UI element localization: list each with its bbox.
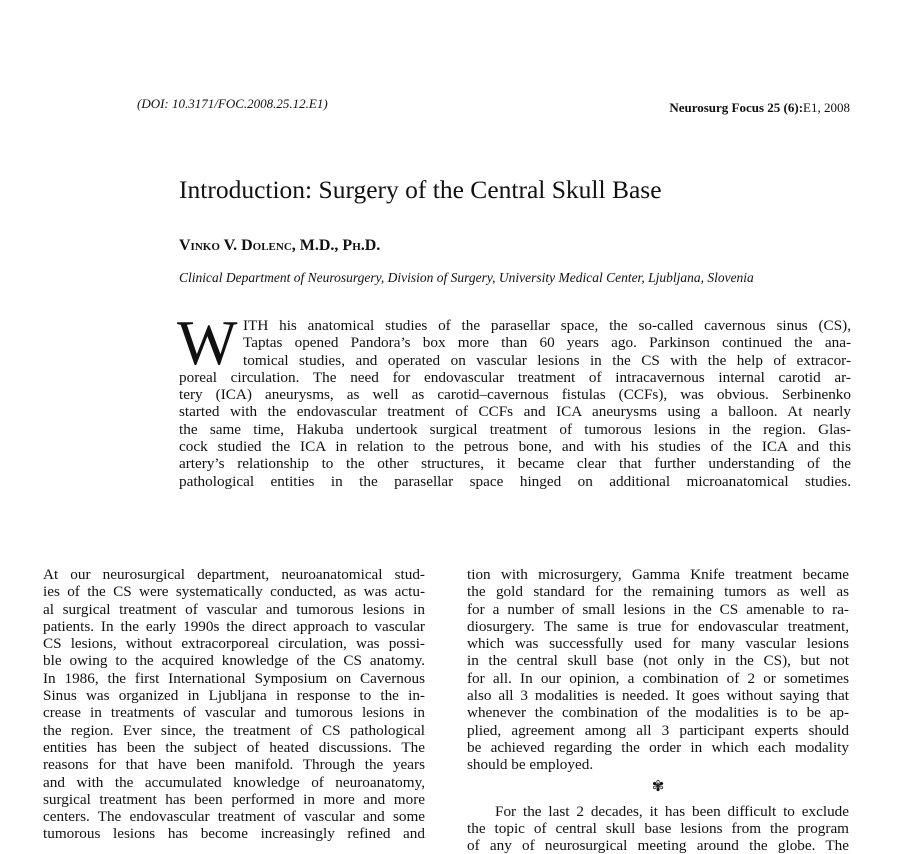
abstract-line: tery (ICA) aneurysms, as well as carotid–cavernous fistulas (CCFs), was obvious. Serbinenko [179,386,851,404]
body-line: At our neurosurgical department, neuroanatomical stud- [43,566,425,583]
abstract-line: tomical studies, and operated on vascular lesions in the CS with the help of extracor- [243,351,851,369]
abstract-line: Taptas opened Pandora’s box more than 60 years ago. Parkinson continued the ana- [243,334,851,352]
body-line: entities has been the subject of heated discussions. The [43,738,425,756]
body-line: which was successfully used for many vascular lesions [467,635,849,653]
body-line: the gold standard for the remaining tumors as well as [467,583,849,601]
abstract-line: started with the endovascular treatment of CCFs and ICA aneurysms using a balloon. At nearly [179,403,851,421]
body-line: tumorous lesions has become increasingly refined and [43,825,425,843]
author-affiliation: Clinical Department of Neurosurgery, Division of Surgery, University Medical Center, Ljubljana, Slovenia [179,270,754,285]
journal-name: Neurosurg Focus [669,100,765,115]
body-line: be achieved regarding the order in which each modality [467,738,849,756]
drop-cap: W [177,307,238,378]
abstract-line: cock studied the ICA in relation to the petrous bone, and with his studies of the ICA and this [179,438,851,456]
body-line: in the central skull base (not only in the CS), but not [467,652,849,670]
body-line: the topic of central skull base lesions from the program [467,819,849,837]
journal-page-year: E1, 2008 [803,100,850,115]
abstract-line: ITH his anatomical studies of the parasellar space, the so-called cavernous sinus (CS), [243,317,851,334]
body-right-column [467,566,849,854]
body-line: ble owing to the acquired knowledge of the CS anatomy. [43,652,425,670]
body-line: whenever the combination of the modalities is to be ap- [467,704,849,722]
journal-volume-issue: 25 (6): [767,100,804,115]
section-ornament-icon: ✾ [651,778,665,795]
body-line: tion with microsurgery, Gamma Knife treatment became [467,566,849,583]
abstract-line: poreal circulation. The need for endovascular treatment of intracavernous internal carotid ar- [179,368,851,386]
body-line: reasons for that have been manifold. Through the years [43,756,425,774]
body-line: patients. In the early 1990s the direct approach to vascular [43,617,425,635]
body-line: and with the accumulated knowledge of neuroanatomy, [43,773,425,791]
body-line: for all. In our opinion, a combination of 2 or sometimes [467,669,849,687]
body-line: plied, agreement among all 3 participant experts should [467,721,849,739]
doi-reference: (DOI: 10.3171/FOC.2008.25.12.E1) [137,96,328,111]
body-line: centers. The endovascular treatment of vascular and some [43,808,425,826]
body-line: diosurgery. The same is true for endovascular treatment, [467,617,849,635]
body-line: Sinus was organized in Ljubljana in response to the in- [43,687,425,705]
author-name: Vinko V. Dolenc, M.D., Ph.D. [179,237,381,254]
abstract-line: artery’s relationship to the other structures, it became clear that further understanding of the [179,455,851,473]
body-line: crease in treatments of vascular and tumorous lesions in [43,704,425,722]
body-line: CS lesions, without extracorporeal circulation, was possi- [43,635,425,653]
body-line: also all 3 modalities is needed. It goes without saying that [467,687,849,705]
body-line: For the last 2 decades, it has been difficult to exclude [495,802,849,820]
body-left-column [43,566,425,843]
abstract-line: the same time, Hakuba undertook surgical treatment of tumorous lesions in the region. Glas- [179,420,851,438]
body-line: should be employed. [467,756,594,774]
body-line: ies of the CS were systematically conducted, as was actu- [43,583,425,601]
body-line: al surgical treatment of vascular and tumorous lesions in [43,600,425,618]
body-line: for a number of small lesions in the CS amenable to ra- [467,600,849,618]
article-title: Introduction: Surgery of the Central Skull Base [179,175,662,204]
body-line: surgical treatment has been performed in more and more [43,790,425,808]
body-line: of any of neurosurgical meeting around the globe. The [467,837,849,854]
journal-citation [669,100,850,116]
abstract [177,307,851,490]
body-line: the region. Ever since, the treatment of CS pathological [43,721,425,739]
body-line: In 1986, the first International Symposium on Cavernous [43,669,425,687]
abstract-line: pathological entities in the parasellar space hinged on additional microanatomical studies. [179,472,851,490]
